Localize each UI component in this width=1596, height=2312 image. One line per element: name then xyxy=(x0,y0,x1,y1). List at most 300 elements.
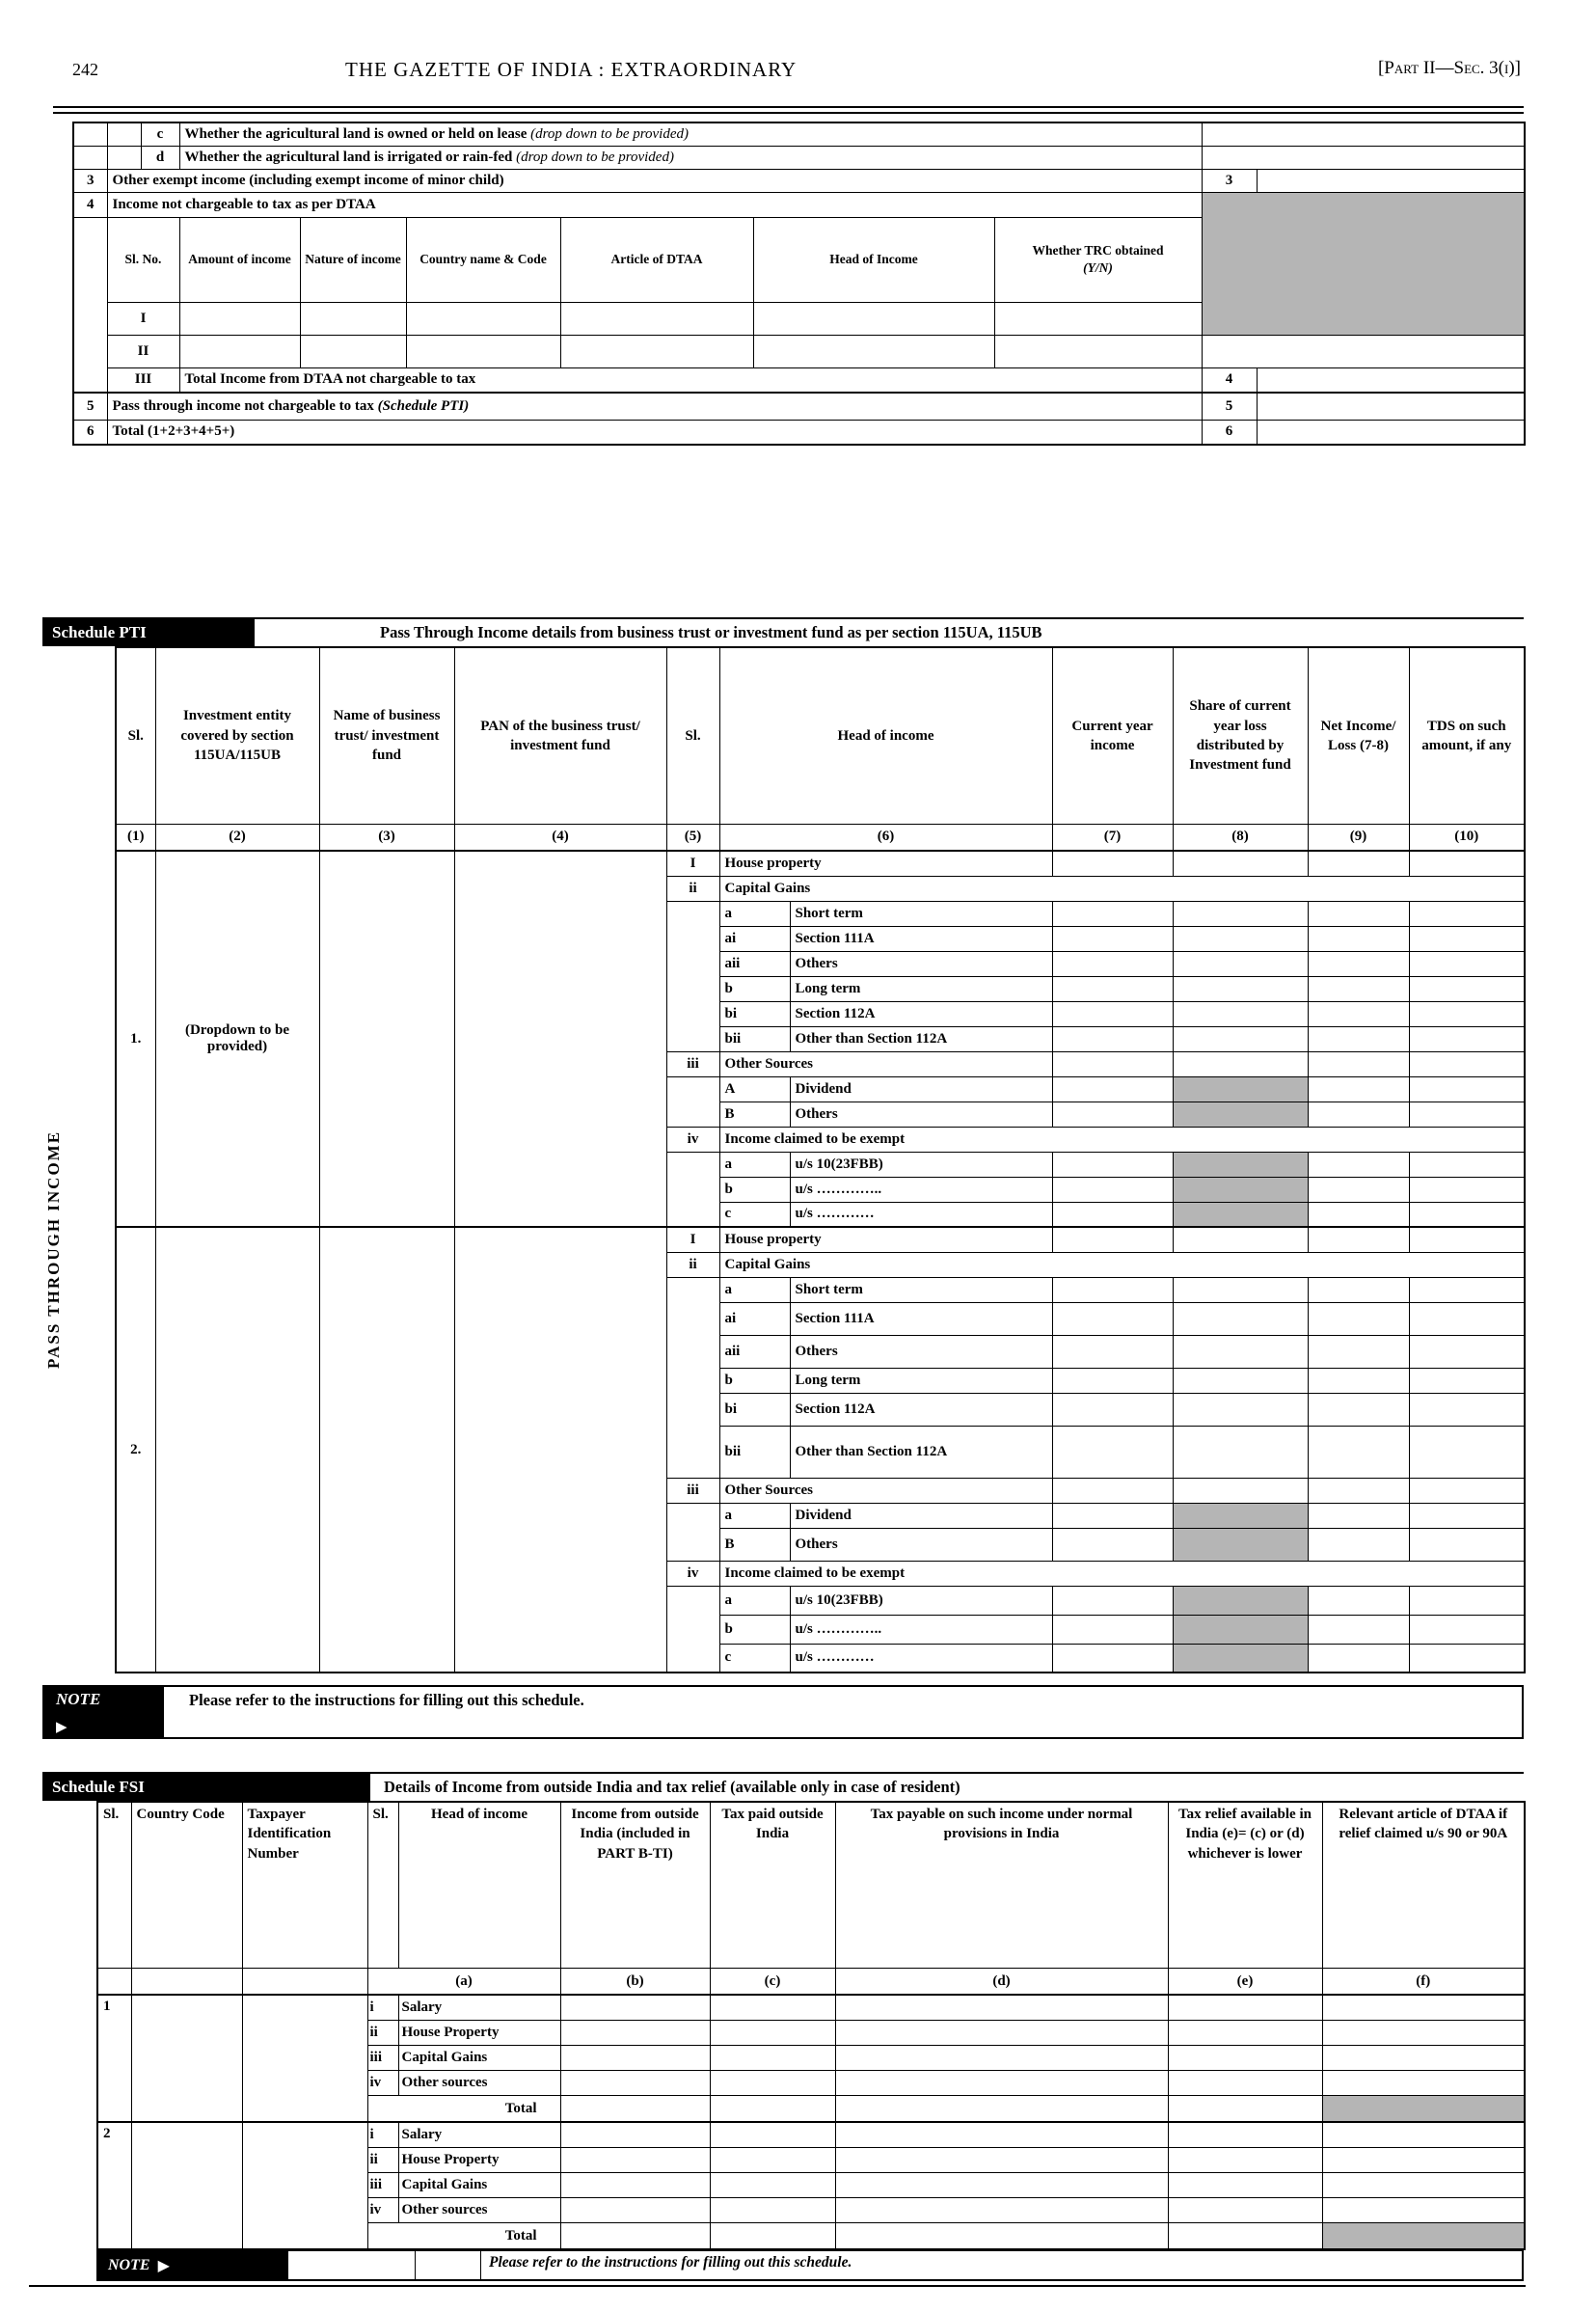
pti-value-cell xyxy=(1052,1277,1173,1302)
dtaa-total-label: III xyxy=(107,367,179,393)
pti-value-cell xyxy=(1052,926,1173,951)
dtaa-header-slno: Sl. No. xyxy=(107,217,179,302)
fsi-value-cell xyxy=(710,1995,835,2020)
fsi-value-cell xyxy=(1168,2020,1322,2045)
fsi-value-cell xyxy=(835,2070,1168,2095)
pti-col-header: Net Income/ Loss (7-8) xyxy=(1308,647,1409,824)
pti-value-cell xyxy=(1052,1426,1173,1478)
fsi-note-text: Please refer to the instructions for filling out this schedule. xyxy=(489,2254,852,2271)
pti-row-label: b xyxy=(719,1177,790,1202)
pti-value-cell xyxy=(1308,851,1409,876)
schedule-fsi-section xyxy=(0,1772,1596,2281)
fsi-value-cell xyxy=(1168,2070,1322,2095)
fsi-value-cell xyxy=(560,2172,710,2197)
fsi-row-label: ii xyxy=(367,2147,398,2172)
pti-value-cell xyxy=(1409,851,1525,876)
row-6-value-cell xyxy=(1257,420,1525,445)
fsi-row-text: House Property xyxy=(398,2147,560,2172)
dtaa-header-amount: Amount of income xyxy=(179,217,300,302)
pti-value-cell xyxy=(1173,1026,1308,1051)
pti-value-cell xyxy=(1409,1335,1525,1368)
row-4-number: 4 xyxy=(73,192,107,217)
dtaa-row-I-label: I xyxy=(107,302,179,335)
pti-value-cell xyxy=(1409,1393,1525,1426)
fsi-total-value-cell xyxy=(560,2095,710,2122)
pti-row-text: u/s 10(23FBB) xyxy=(790,1586,1052,1615)
row-3-text: Other exempt income (including exempt income of minor child) xyxy=(107,169,1202,192)
row-c-text xyxy=(179,122,1202,146)
pti-value-cell xyxy=(1409,1026,1525,1051)
row-3-number: 3 xyxy=(73,169,107,192)
pti-value-cell xyxy=(1308,1227,1409,1252)
pti-col-header: Investment entity covered by section 115UA/115UB xyxy=(155,647,319,824)
pti-row-text: u/s ………… xyxy=(790,1644,1052,1673)
dtaa-trc-sub: (Y/N) xyxy=(1083,260,1113,275)
fsi-value-cell xyxy=(835,2020,1168,2045)
pti-col-number-row xyxy=(116,824,1525,851)
note-label: NOTE xyxy=(108,2256,150,2273)
schedule-pti-section xyxy=(0,617,1596,1739)
pti-row-label: a xyxy=(719,1152,790,1177)
pti-row-label: a xyxy=(719,1586,790,1615)
pti-value-cell xyxy=(1052,1102,1173,1127)
pti-value-cell xyxy=(1409,1102,1525,1127)
schedule-pti-title: Pass Through Income details from business trust or investment fund as per section 115UA, 115UB xyxy=(380,623,1042,641)
schedule-fsi-tag: Schedule FSI xyxy=(42,1774,370,1801)
fsi-value-cell xyxy=(710,2147,835,2172)
pti-row-label: ai xyxy=(719,926,790,951)
pti-value-cell xyxy=(1308,1615,1409,1644)
pti-value-cell xyxy=(1308,1302,1409,1335)
pti-row-text: House property xyxy=(719,1227,1052,1252)
pti-col-header: PAN of the business trust/ investment fund xyxy=(454,647,666,824)
fsi-value-cell xyxy=(835,2122,1168,2147)
pti-value-cell xyxy=(1173,1076,1308,1102)
pti-sl-filler-cell xyxy=(666,1152,719,1227)
pti-row-label: B xyxy=(719,1528,790,1561)
fsi-row-label: i xyxy=(367,2122,398,2147)
fsi-letter-empty-cell xyxy=(131,1968,242,1995)
dtaa-total-value-cell xyxy=(1257,367,1525,393)
pti-value-cell xyxy=(1173,951,1308,976)
fsi-value-cell xyxy=(1168,2147,1322,2172)
pti-row-label: iii xyxy=(666,1051,719,1076)
pti-value-cell xyxy=(1052,1152,1173,1177)
pti-row xyxy=(116,1227,1525,1252)
fsi-total-value-cell xyxy=(1322,2095,1525,2122)
dtaa-row-II xyxy=(73,335,1525,367)
fsi-note-tag xyxy=(98,2251,288,2279)
fsi-row-text: Capital Gains xyxy=(398,2045,560,2070)
dtaa-cell xyxy=(753,302,994,335)
fsi-country-code-cell xyxy=(131,2122,242,2249)
row-5 xyxy=(73,393,1525,420)
pti-value-cell xyxy=(1173,1227,1308,1252)
pti-row-label: iv xyxy=(666,1127,719,1152)
pti-value-cell xyxy=(1308,1335,1409,1368)
fsi-total-value-cell xyxy=(560,2222,710,2249)
pti-col-number: (2) xyxy=(155,824,319,851)
pti-row-label: aii xyxy=(719,1335,790,1368)
fsi-col-letter: (e) xyxy=(1168,1968,1322,1995)
pti-row-label: iv xyxy=(666,1561,719,1586)
fsi-value-cell xyxy=(1322,2045,1525,2070)
pti-entry-sl: 1. xyxy=(116,851,155,1227)
note-label: NOTE xyxy=(56,1690,101,1708)
cell-blank xyxy=(73,217,107,393)
pti-value-cell xyxy=(1173,1001,1308,1026)
fsi-note-empty-cell xyxy=(288,2251,416,2279)
pti-value-cell xyxy=(1308,1528,1409,1561)
pti-col-header: TDS on such amount, if any xyxy=(1409,647,1525,824)
cell-blank xyxy=(73,146,107,169)
fsi-col-header: Country Code xyxy=(131,1802,242,1968)
fsi-row-text: Salary xyxy=(398,2122,560,2147)
pti-value-cell xyxy=(1173,1177,1308,1202)
pti-sl-filler-cell xyxy=(666,1076,719,1127)
fsi-col-header: Taxpayer Identification Number xyxy=(242,1802,367,1968)
pti-row-text: Section 111A xyxy=(790,926,1052,951)
fsi-total-label: Total xyxy=(367,2222,560,2249)
row-d-label: Whether the agricultural land is irrigated or rain-fed xyxy=(184,149,513,165)
page-header xyxy=(0,56,1596,100)
pti-value-cell xyxy=(1308,1102,1409,1127)
pti-value-cell xyxy=(1308,1051,1409,1076)
pti-row-label: bi xyxy=(719,1393,790,1426)
dtaa-total-row xyxy=(73,367,1525,393)
fsi-row-label: iv xyxy=(367,2070,398,2095)
pti-row-text: Other than Section 112A xyxy=(790,1426,1052,1478)
dtaa-cell xyxy=(179,302,300,335)
pti-entity-cell xyxy=(155,1227,319,1673)
fsi-value-cell xyxy=(560,2197,710,2222)
exempt-income-section xyxy=(72,122,1596,446)
pti-row-text: Capital Gains xyxy=(719,876,1525,901)
fsi-value-cell xyxy=(835,2172,1168,2197)
pti-value-cell xyxy=(1173,1478,1308,1503)
fsi-row-label: iii xyxy=(367,2045,398,2070)
pti-value-cell xyxy=(1052,1368,1173,1393)
row-c-label: Whether the agricultural land is owned or held on lease xyxy=(184,125,527,142)
pti-value-cell xyxy=(1052,1528,1173,1561)
fsi-value-cell xyxy=(710,2122,835,2147)
pti-row-label: b xyxy=(719,1615,790,1644)
dtaa-header-head: Head of Income xyxy=(753,217,994,302)
gazette-title: THE GAZETTE OF INDIA : EXTRAORDINARY xyxy=(345,58,798,81)
pti-value-cell xyxy=(1052,1393,1173,1426)
pti-value-cell xyxy=(1052,1051,1173,1076)
pti-row-label: ai xyxy=(719,1302,790,1335)
pti-value-cell xyxy=(1173,1393,1308,1426)
pass-through-income-side-label: PASS THROUGH INCOME xyxy=(44,1129,63,1369)
fsi-col-header: Sl. xyxy=(367,1802,398,1968)
fsi-country-code-cell xyxy=(131,1995,242,2122)
fsi-value-cell xyxy=(560,1995,710,2020)
fsi-value-cell xyxy=(1322,2172,1525,2197)
pti-value-cell xyxy=(1173,1368,1308,1393)
pti-header-row xyxy=(116,647,1525,824)
fsi-value-cell xyxy=(835,2045,1168,2070)
pti-row-text: Short term xyxy=(790,1277,1052,1302)
dtaa-total-text: Total Income from DTAA not chargeable to tax xyxy=(179,367,1202,393)
cell-blank xyxy=(107,146,141,169)
fsi-value-cell xyxy=(1168,1995,1322,2020)
pti-row-text: Income claimed to be exempt xyxy=(719,1127,1525,1152)
pti-value-cell xyxy=(1052,1503,1173,1528)
fsi-col-header: Tax relief available in India (e)= (c) or (d) whichever is lower xyxy=(1168,1802,1322,1968)
pti-value-cell xyxy=(1052,1335,1173,1368)
pti-row-label: aii xyxy=(719,951,790,976)
pti-value-cell xyxy=(1308,1152,1409,1177)
fsi-taxpayer-id-cell xyxy=(242,1995,367,2122)
fsi-note-empty-cell xyxy=(416,2251,481,2279)
dtaa-row-II-label: II xyxy=(107,335,179,367)
dtaa-header-trc xyxy=(994,217,1202,302)
pti-row-text: Section 111A xyxy=(790,1302,1052,1335)
pti-value-cell xyxy=(1308,1368,1409,1393)
pti-row-label: a xyxy=(719,901,790,926)
pti-value-cell xyxy=(1308,1177,1409,1202)
dtaa-total-box-number: 4 xyxy=(1202,367,1257,393)
fsi-row xyxy=(97,1995,1525,2020)
pti-value-cell xyxy=(1052,1586,1173,1615)
gazette-page xyxy=(0,56,1596,2312)
exempt-income-table xyxy=(72,122,1526,446)
pti-col-header: Sl. xyxy=(116,647,155,824)
pti-value-cell xyxy=(1308,1478,1409,1503)
pti-value-cell xyxy=(1173,1586,1308,1615)
pti-row-label: ii xyxy=(666,876,719,901)
pti-row-text: Section 112A xyxy=(790,1001,1052,1026)
pti-value-cell xyxy=(1308,1277,1409,1302)
row-5-text xyxy=(107,393,1202,420)
row-6-text: Total (1+2+3+4+5+) xyxy=(107,420,1202,445)
fsi-total-value-cell xyxy=(1168,2095,1322,2122)
pti-row-text: Other Sources xyxy=(719,1051,1052,1076)
pti-row-label: c xyxy=(719,1644,790,1673)
fsi-value-cell xyxy=(710,2020,835,2045)
pti-row-text: Others xyxy=(790,1335,1052,1368)
fsi-col-letter: (f) xyxy=(1322,1968,1525,1995)
part-section-label: [Part II—Sec. 3(i)] xyxy=(1377,58,1521,78)
pti-value-cell xyxy=(1308,1426,1409,1478)
pti-value-cell xyxy=(1409,1644,1525,1673)
pti-value-cell xyxy=(1052,1227,1173,1252)
row-5-box-number: 5 xyxy=(1202,393,1257,420)
row-6 xyxy=(73,420,1525,445)
row-d-letter: d xyxy=(141,146,179,169)
fsi-row-label: ii xyxy=(367,2020,398,2045)
fsi-row xyxy=(97,2122,1525,2147)
page-number: 242 xyxy=(72,60,98,79)
dtaa-cell xyxy=(300,302,406,335)
pti-value-cell xyxy=(1052,976,1173,1001)
pti-sl-filler-cell xyxy=(666,1503,719,1561)
fsi-value-cell xyxy=(1168,2172,1322,2197)
fsi-value-cell xyxy=(710,2045,835,2070)
schedule-fsi-title: Details of Income from outside India and tax relief (available only in case of resident) xyxy=(384,1778,960,1796)
dtaa-trc-main: Whether TRC obtained xyxy=(1032,243,1164,258)
pti-value-cell xyxy=(1409,1177,1525,1202)
pti-value-cell xyxy=(1173,1335,1308,1368)
pti-col-header: Share of current year loss distributed by Investment fund xyxy=(1173,647,1308,824)
row-3-value-cell xyxy=(1257,169,1525,192)
row-4 xyxy=(73,192,1525,217)
cell-blank xyxy=(73,122,107,146)
fsi-col-letter: (a) xyxy=(367,1968,560,1995)
fsi-col-letter: (b) xyxy=(560,1968,710,1995)
pti-value-cell xyxy=(1409,1051,1525,1076)
pti-row-label: A xyxy=(719,1076,790,1102)
pti-value-cell xyxy=(1052,1302,1173,1335)
fsi-value-cell xyxy=(560,2070,710,2095)
fsi-row-text: Other sources xyxy=(398,2070,560,2095)
schedule-fsi-header-line xyxy=(42,1772,1524,1801)
fsi-header-row xyxy=(97,1802,1525,1968)
fsi-value-cell xyxy=(1322,1995,1525,2020)
fsi-value-cell xyxy=(1168,2045,1322,2070)
pti-value-cell xyxy=(1308,1026,1409,1051)
pti-value-cell xyxy=(1409,1503,1525,1528)
pti-row-text: Income claimed to be exempt xyxy=(719,1561,1525,1586)
pti-name-cell xyxy=(319,1227,454,1673)
pti-value-cell xyxy=(1173,1503,1308,1528)
row-3 xyxy=(73,169,1525,192)
pti-row-label: a xyxy=(719,1503,790,1528)
pti-row-label: bii xyxy=(719,1426,790,1478)
row-4-text: Income not chargeable to tax as per DTAA xyxy=(107,192,1202,217)
pti-value-cell xyxy=(1052,1644,1173,1673)
pti-row-text: Section 112A xyxy=(790,1393,1052,1426)
fsi-col-header: Head of income xyxy=(398,1802,560,1968)
pti-row-text: Other Sources xyxy=(719,1478,1052,1503)
pti-value-cell xyxy=(1308,926,1409,951)
fsi-col-header: Income from outside India (included in PART B-TI) xyxy=(560,1802,710,1968)
pti-row-text: u/s 10(23FBB) xyxy=(790,1152,1052,1177)
pti-value-cell xyxy=(1308,951,1409,976)
fsi-total-value-cell xyxy=(835,2222,1168,2249)
pti-value-cell xyxy=(1173,1426,1308,1478)
fsi-entry-sl: 2 xyxy=(97,2122,131,2249)
fsi-value-cell xyxy=(560,2020,710,2045)
pti-value-cell xyxy=(1308,976,1409,1001)
fsi-letter-empty-cell xyxy=(242,1968,367,1995)
fsi-col-letter-row xyxy=(97,1968,1525,1995)
pti-sl-filler-cell xyxy=(666,1277,719,1478)
row-6-number: 6 xyxy=(73,420,107,445)
pti-row-label: b xyxy=(719,1368,790,1393)
pti-value-cell xyxy=(1173,926,1308,951)
pti-row-label: a xyxy=(719,1277,790,1302)
dtaa-header-article: Article of DTAA xyxy=(560,217,753,302)
pti-col-number: (10) xyxy=(1409,824,1525,851)
fsi-value-cell xyxy=(1168,2122,1322,2147)
pti-value-cell xyxy=(1173,1528,1308,1561)
fsi-total-value-cell xyxy=(1168,2222,1322,2249)
fsi-total-value-cell xyxy=(1322,2222,1525,2249)
row-c-hint: (drop down to be provided) xyxy=(530,125,689,142)
pti-col-number: (9) xyxy=(1308,824,1409,851)
row-d-text xyxy=(179,146,1202,169)
pti-value-cell xyxy=(1409,1586,1525,1615)
pti-row-text: u/s ………….. xyxy=(790,1615,1052,1644)
note-arrow-icon: ▶ xyxy=(56,1720,68,1735)
pti-value-cell xyxy=(1409,1426,1525,1478)
pti-row-text: Long term xyxy=(790,1368,1052,1393)
row-c xyxy=(73,122,1525,146)
dtaa-cell xyxy=(406,335,560,367)
schedule-pti-header-line xyxy=(42,617,1524,646)
pti-row-text: Long term xyxy=(790,976,1052,1001)
fsi-table xyxy=(96,1801,1526,2250)
pti-value-cell xyxy=(1308,1393,1409,1426)
pti-name-cell xyxy=(319,851,454,1227)
fsi-row-text: Capital Gains xyxy=(398,2172,560,2197)
fsi-row-text: House Property xyxy=(398,2020,560,2045)
dtaa-cell xyxy=(300,335,406,367)
pti-value-cell xyxy=(1052,1615,1173,1644)
cell-blank xyxy=(107,122,141,146)
pti-col-number: (1) xyxy=(116,824,155,851)
pti-value-cell xyxy=(1308,1202,1409,1227)
pti-value-cell xyxy=(1409,1001,1525,1026)
fsi-value-cell xyxy=(1322,2147,1525,2172)
pti-col-header: Current year income xyxy=(1052,647,1173,824)
fsi-value-cell xyxy=(710,2172,835,2197)
pti-row xyxy=(116,851,1525,876)
pti-value-cell xyxy=(1052,901,1173,926)
pti-value-cell xyxy=(1173,851,1308,876)
pti-value-cell xyxy=(1173,1102,1308,1127)
fsi-row-text: Other sources xyxy=(398,2197,560,2222)
fsi-note-row xyxy=(96,2250,1524,2281)
pti-value-cell xyxy=(1308,901,1409,926)
pti-col-header: Head of income xyxy=(719,647,1052,824)
page-bottom-rule xyxy=(29,2285,1526,2287)
pti-value-cell xyxy=(1173,1051,1308,1076)
fsi-col-header: Sl. xyxy=(97,1802,131,1968)
fsi-row-label: i xyxy=(367,1995,398,2020)
pti-value-cell xyxy=(1173,1202,1308,1227)
pti-row-label: ii xyxy=(666,1252,719,1277)
pti-col-number: (6) xyxy=(719,824,1052,851)
pti-value-cell xyxy=(1308,1586,1409,1615)
row-c-letter: c xyxy=(141,122,179,146)
pti-value-cell xyxy=(1308,1076,1409,1102)
pti-entry-sl: 2. xyxy=(116,1227,155,1673)
row-d xyxy=(73,146,1525,169)
fsi-value-cell xyxy=(560,2147,710,2172)
pti-col-number: (3) xyxy=(319,824,454,851)
pti-row-text: Dividend xyxy=(790,1503,1052,1528)
pti-value-cell xyxy=(1173,901,1308,926)
pti-row-label: bi xyxy=(719,1001,790,1026)
fsi-value-cell xyxy=(710,2197,835,2222)
schedule-pti-tag: Schedule PTI xyxy=(42,619,255,646)
fsi-value-cell xyxy=(835,1995,1168,2020)
dtaa-cell xyxy=(406,302,560,335)
pti-value-cell xyxy=(1409,1202,1525,1227)
dtaa-cell xyxy=(560,335,753,367)
fsi-value-cell xyxy=(560,2045,710,2070)
pti-value-cell xyxy=(1052,951,1173,976)
row-6-box-number: 6 xyxy=(1202,420,1257,445)
pti-col-header: Sl. xyxy=(666,647,719,824)
pti-value-cell xyxy=(1409,1368,1525,1393)
dtaa-cell xyxy=(994,335,1202,367)
fsi-row-label: iii xyxy=(367,2172,398,2197)
fsi-taxpayer-id-cell xyxy=(242,2122,367,2249)
